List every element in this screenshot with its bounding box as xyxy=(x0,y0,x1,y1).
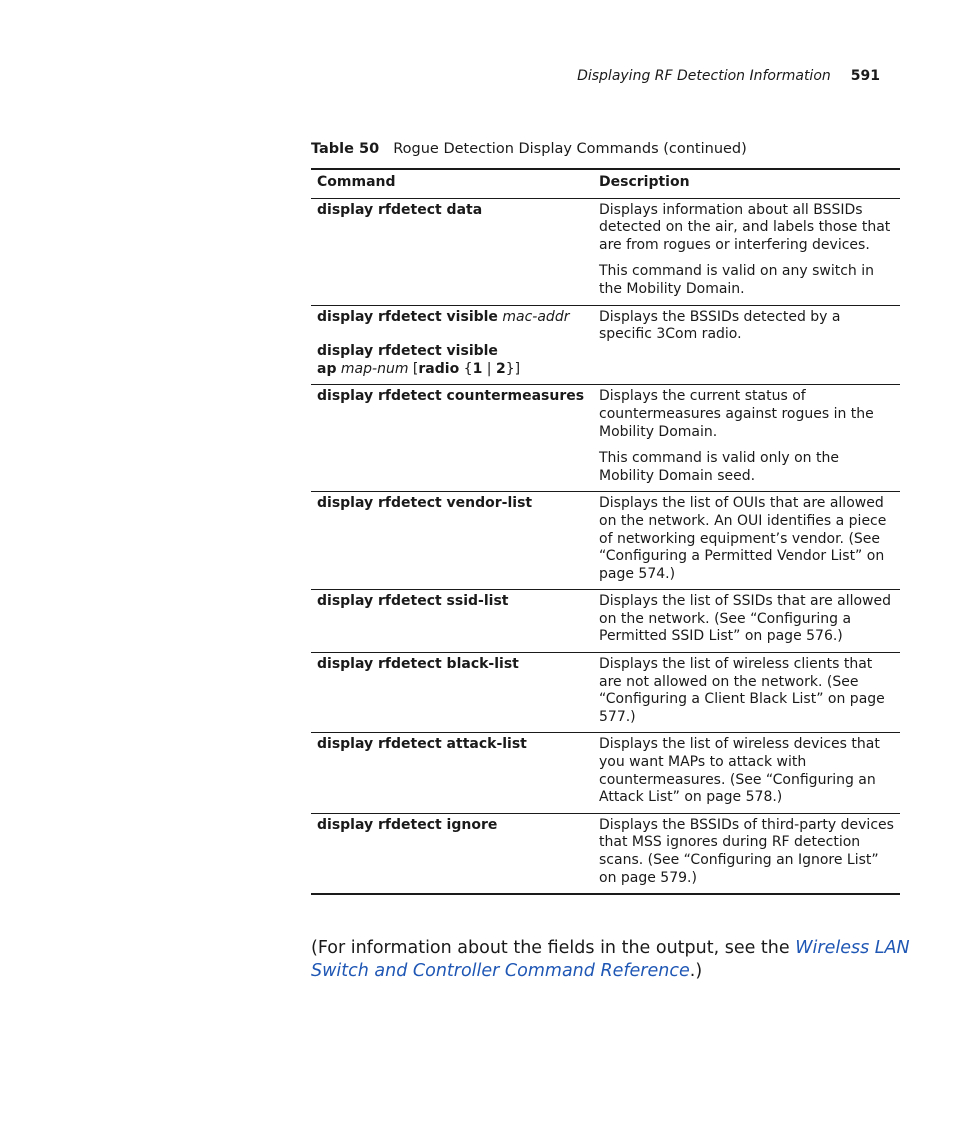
command-variant-mac xyxy=(317,309,587,327)
description-text: Displays information about all BSSIDs detected on the air, and labels those that are from rogues or interfering devices. xyxy=(599,201,891,253)
note-prefix: (For information about the fields in the output, see the xyxy=(311,937,796,958)
command-argument: map-num xyxy=(340,360,409,377)
description-cell xyxy=(593,653,900,733)
description-cell xyxy=(593,813,900,894)
command-keyword-radio: radio xyxy=(418,360,460,377)
syntax-bracket-close: }] xyxy=(505,360,521,377)
table-row xyxy=(311,590,900,653)
command-text: display rfdetect visible xyxy=(317,308,498,325)
command-cell xyxy=(311,733,593,813)
column-header-command: Command xyxy=(311,169,593,198)
note-suffix: .) xyxy=(689,960,703,981)
command-text: display rfdetect attack-list xyxy=(317,736,527,753)
command-text: display rfdetect ssid-list xyxy=(317,593,509,610)
command-reference-link[interactable]: Wireless LAN Switch and Controller Command Reference xyxy=(311,937,910,981)
command-text: display rfdetect visible xyxy=(317,343,498,360)
table-row xyxy=(311,385,900,492)
description-text: This command is valid only on the Mobility Domain seed. xyxy=(599,450,839,484)
description-text: Displays the list of wireless clients that are not allowed on the network. (See “Configuring a Client Black List” on page 577.) xyxy=(599,656,885,725)
description-text: This command is valid on any switch in the Mobility Domain. xyxy=(599,263,874,297)
description-cell xyxy=(593,305,900,385)
output-fields-note xyxy=(311,937,911,983)
command-cell xyxy=(311,590,593,653)
description-cell xyxy=(593,198,900,305)
command-text: display rfdetect data xyxy=(317,201,483,218)
rogue-detection-commands-table xyxy=(311,168,900,895)
description-text: Displays the list of OUIs that are allowed on the network. An OUI identifies a piece of networking equipment’s vendor. (See “Configuring a Permitted Vendor List” on page 574.) xyxy=(599,495,887,582)
command-cell xyxy=(311,198,593,305)
command-cell xyxy=(311,385,593,492)
table-row xyxy=(311,492,900,590)
table-caption-title: Rogue Detection Display Commands (continued) xyxy=(393,141,747,157)
description-cell xyxy=(593,590,900,653)
table-row xyxy=(311,198,900,305)
column-header-description: Description xyxy=(593,169,900,198)
running-header xyxy=(577,67,880,85)
description-text: Displays the list of SSIDs that are allowed on the network. (See “Configuring a Permitted SSID List” on page 576.) xyxy=(599,593,892,645)
command-variant-ap xyxy=(317,343,587,378)
command-option-2: 2 xyxy=(495,360,506,377)
description-text: Displays the current status of countermeasures against rogues in the Mobility Domain. xyxy=(599,388,874,440)
description-cell xyxy=(593,492,900,590)
command-text: display rfdetect ignore xyxy=(317,816,498,833)
command-cell xyxy=(311,492,593,590)
command-keyword-ap: ap xyxy=(317,360,337,377)
command-argument: mac-addr xyxy=(502,308,570,325)
description-cell xyxy=(593,385,900,492)
description-text: Displays the list of wireless devices that you want MAPs to attack with countermeasures. (See “Configuring an Attack List” on page 578.) xyxy=(599,736,880,806)
description-text: Displays the BSSIDs detected by a specific 3Com radio. xyxy=(599,308,841,343)
table-caption-label: Table 50 xyxy=(311,141,380,157)
table-row xyxy=(311,733,900,813)
command-text: display rfdetect black-list xyxy=(317,656,519,673)
command-cell xyxy=(311,813,593,894)
table-row xyxy=(311,305,900,385)
command-text: display rfdetect countermeasures xyxy=(317,388,585,405)
table-header-row xyxy=(311,169,900,198)
description-text: Displays the BSSIDs of third-party devices that MSS ignores during RF detection scans. (See “Configuring an Ignore List” on page 579.) xyxy=(599,816,894,886)
syntax-brace-open: { xyxy=(463,360,473,377)
page-number: 591 xyxy=(850,68,880,84)
table-caption xyxy=(311,140,747,158)
command-cell xyxy=(311,305,593,385)
command-cell xyxy=(311,653,593,733)
description-cell xyxy=(593,733,900,813)
table-row xyxy=(311,653,900,733)
command-option-1: 1 xyxy=(472,360,483,377)
section-title: Displaying RF Detection Information xyxy=(577,68,831,84)
command-text: display rfdetect vendor-list xyxy=(317,495,533,512)
syntax-bracket-open: [ xyxy=(412,360,419,377)
syntax-pipe: | xyxy=(486,360,492,377)
table-row xyxy=(311,813,900,894)
